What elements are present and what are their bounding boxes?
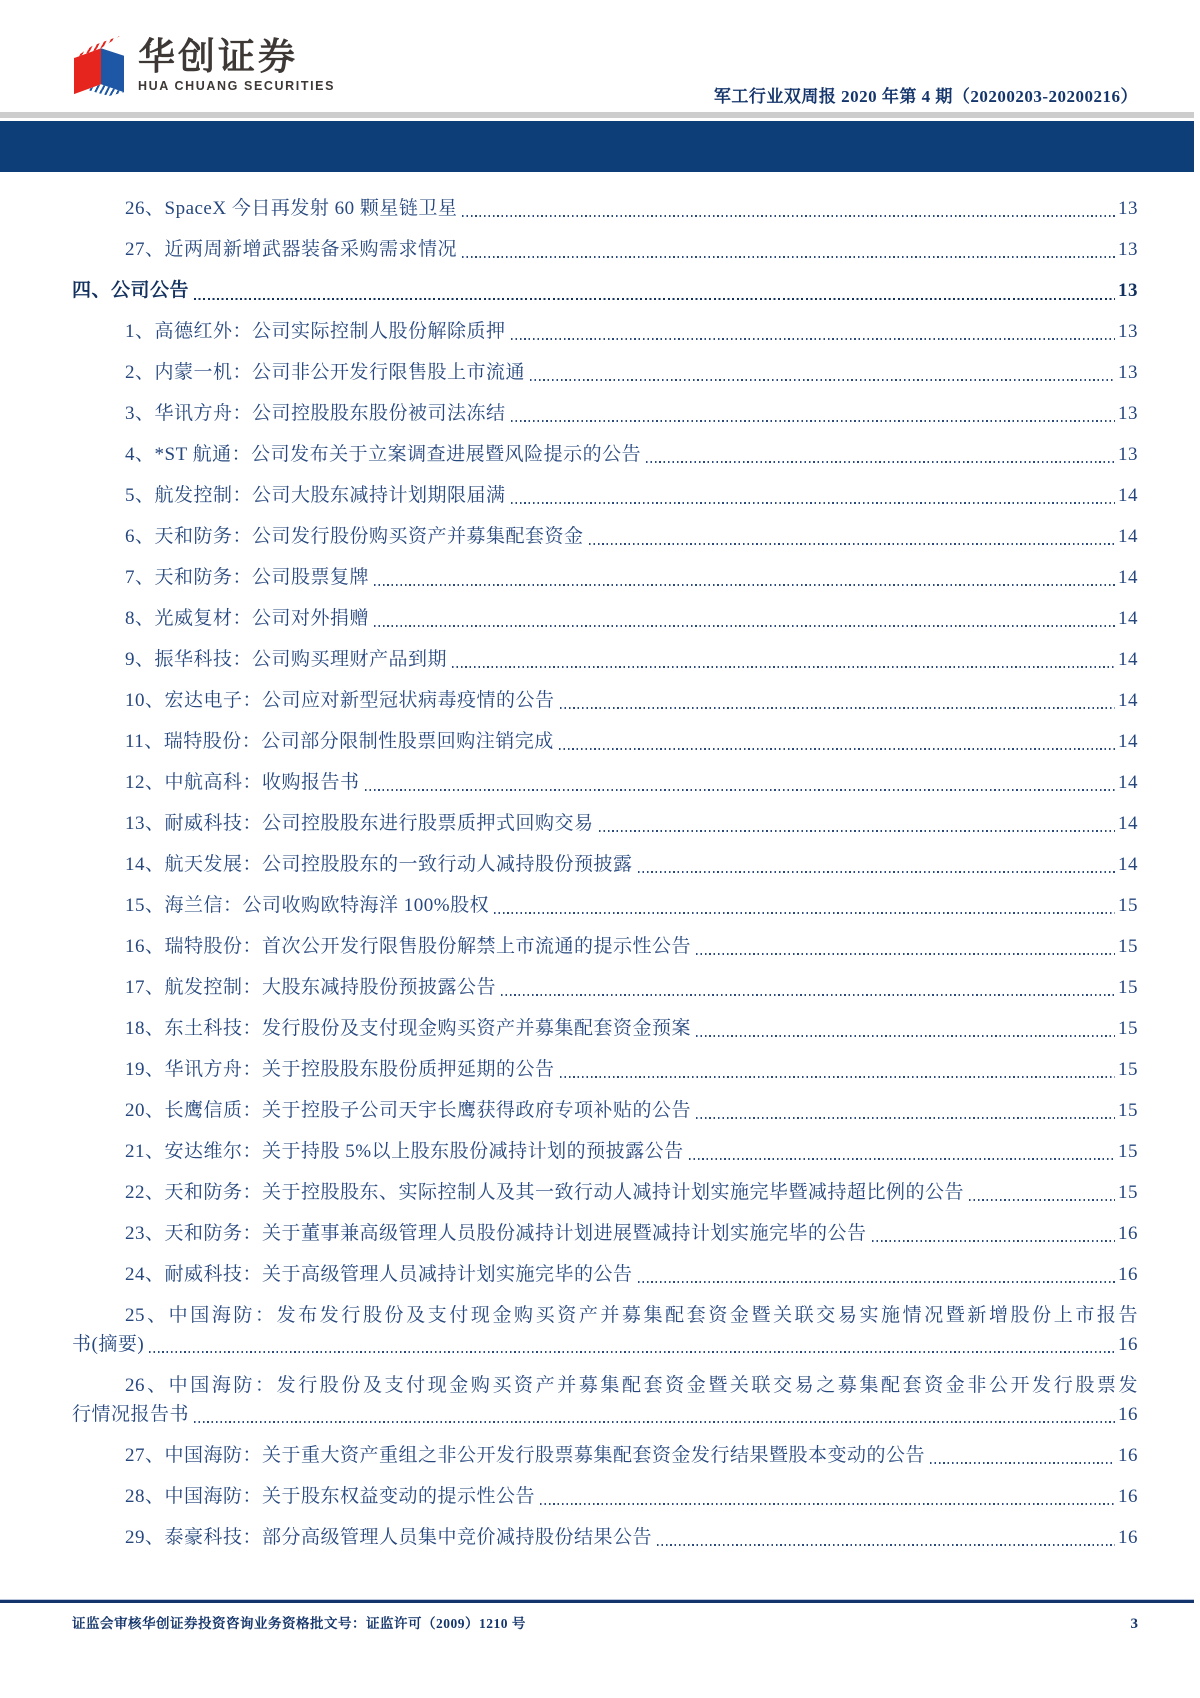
dot-leader bbox=[194, 298, 1115, 301]
toc-entry-line bbox=[72, 645, 1138, 674]
footer-license-text: 证监会审核华创证券投资咨询业务资格批文号：证监许可（2009）1210 号 bbox=[72, 1616, 526, 1631]
toc-page-number: 16 bbox=[1118, 1264, 1138, 1285]
toc-page-number: 14 bbox=[1118, 567, 1138, 588]
toc-page-number: 14 bbox=[1118, 649, 1138, 670]
toc-entry-line bbox=[72, 1219, 1138, 1248]
dot-leader bbox=[560, 707, 1115, 709]
toc-entry-text: 8、光威复材：公司对外捐赠 bbox=[125, 608, 370, 629]
toc-entry[interactable] bbox=[72, 563, 1138, 592]
footer-row bbox=[72, 1612, 1138, 1633]
toc-entry[interactable] bbox=[72, 604, 1138, 633]
toc-entry-text: 11、瑞特股份：公司部分限制性股票回购注销完成 bbox=[125, 731, 554, 752]
toc-entry[interactable] bbox=[72, 1096, 1138, 1125]
toc-entry[interactable] bbox=[72, 850, 1138, 879]
dot-leader bbox=[696, 953, 1115, 955]
dot-leader bbox=[149, 1351, 1115, 1353]
toc-entry-line bbox=[72, 235, 1138, 264]
dot-leader bbox=[599, 830, 1115, 832]
toc-entry-text: 行情况报告书 bbox=[72, 1404, 190, 1425]
toc-page-number: 16 bbox=[1118, 1404, 1138, 1425]
toc-entry-text: 17、航发控制：大股东减持股份预披露公告 bbox=[125, 977, 497, 998]
dot-leader bbox=[696, 1035, 1115, 1037]
toc-entry[interactable] bbox=[72, 1014, 1138, 1043]
toc-entry-text-line1: 25、中国海防：发布发行股份及支付现金购买资产并募集配套资金暨关联交易实施情况暨新增股份上市报告 bbox=[125, 1305, 1138, 1326]
toc-entry-text: 14、航天发展：公司控股股东的一致行动人减持股份预披露 bbox=[125, 854, 633, 875]
toc-entry-line bbox=[72, 194, 1138, 223]
toc-page-number: 14 bbox=[1118, 608, 1138, 629]
toc-entry-text: 28、中国海防：关于股东权益变动的提示性公告 bbox=[125, 1486, 536, 1507]
dot-leader bbox=[872, 1240, 1115, 1242]
dot-leader bbox=[494, 912, 1115, 914]
toc-entry[interactable] bbox=[72, 1260, 1138, 1289]
toc-entry[interactable] bbox=[72, 1482, 1138, 1511]
toc-page-number: 14 bbox=[1118, 731, 1138, 752]
toc-entry-text: 13、耐威科技：公司控股股东进行股票质押式回购交易 bbox=[125, 813, 594, 834]
toc-entry[interactable] bbox=[72, 973, 1138, 1002]
report-title: 军工行业双周报 2020 年第 4 期（20200203-20200216） bbox=[713, 87, 1138, 106]
brand-text bbox=[138, 37, 335, 93]
toc-entry-line bbox=[72, 563, 1138, 592]
toc-entry[interactable] bbox=[72, 399, 1138, 428]
toc-entry[interactable] bbox=[72, 358, 1138, 387]
brand-logo bbox=[74, 34, 335, 96]
toc-entry-line bbox=[72, 768, 1138, 797]
toc-page-number: 13 bbox=[1118, 444, 1138, 465]
toc-page-number: 15 bbox=[1118, 895, 1138, 916]
toc-entry-line bbox=[72, 1482, 1138, 1511]
toc-entry-text: 5、航发控制：公司大股东减持计划期限届满 bbox=[125, 485, 506, 506]
toc-page-number: 15 bbox=[1118, 977, 1138, 998]
page-number: 3 bbox=[1130, 1616, 1138, 1632]
toc-page-number: 16 bbox=[1118, 1527, 1138, 1548]
toc-entry-line bbox=[72, 440, 1138, 469]
toc-entry[interactable] bbox=[72, 522, 1138, 551]
dot-leader bbox=[452, 666, 1115, 668]
toc-entry[interactable] bbox=[72, 1137, 1138, 1166]
header-navy-band bbox=[0, 121, 1194, 172]
toc-entry[interactable] bbox=[72, 809, 1138, 838]
toc-entry-text: 22、天和防务：关于控股股东、实际控制人及其一致行动人减持计划实施完毕暨减持超比例的公告 bbox=[125, 1182, 965, 1203]
toc-page-number: 13 bbox=[1118, 321, 1138, 342]
toc-entry-text: 9、振华科技：公司购买理财产品到期 bbox=[125, 649, 448, 670]
toc-entry[interactable] bbox=[72, 1523, 1138, 1552]
dot-leader bbox=[374, 584, 1115, 586]
toc-page-number: 13 bbox=[1118, 198, 1138, 219]
toc-entry-line bbox=[72, 358, 1138, 387]
toc-entry[interactable] bbox=[72, 235, 1138, 264]
toc-entry[interactable] bbox=[72, 686, 1138, 715]
dot-leader bbox=[501, 994, 1115, 996]
toc-page-number: 14 bbox=[1118, 526, 1138, 547]
toc-entry-line bbox=[72, 1330, 1138, 1359]
dot-leader bbox=[365, 789, 1115, 791]
dot-leader bbox=[462, 215, 1115, 217]
toc-page-number: 13 bbox=[1118, 362, 1138, 383]
toc-entry-text: 3、华讯方舟：公司控股股东股份被司法冻结 bbox=[125, 403, 506, 424]
toc-entry[interactable] bbox=[72, 727, 1138, 756]
table-of-contents bbox=[72, 194, 1138, 1564]
toc-page-number: 14 bbox=[1118, 854, 1138, 875]
dot-leader bbox=[657, 1544, 1115, 1546]
toc-entry[interactable] bbox=[72, 317, 1138, 346]
dot-leader bbox=[589, 543, 1115, 545]
dot-leader bbox=[559, 748, 1115, 750]
toc-entry-line bbox=[72, 1137, 1138, 1166]
toc-entry[interactable] bbox=[72, 1219, 1138, 1248]
toc-entry[interactable] bbox=[72, 1301, 1138, 1359]
toc-entry-text-line1: 26、中国海防：发行股份及支付现金购买资产并募集配套资金暨关联交易之募集配套资金非公开发行股票发 bbox=[125, 1375, 1138, 1396]
toc-entry-text: 23、天和防务：关于董事兼高级管理人员股份减持计划进展暨减持计划实施完毕的公告 bbox=[125, 1223, 867, 1244]
toc-entry-line bbox=[72, 399, 1138, 428]
toc-entry-line bbox=[72, 481, 1138, 510]
toc-entry-line bbox=[72, 1178, 1138, 1207]
dot-leader bbox=[638, 871, 1115, 873]
toc-entry-line bbox=[72, 522, 1138, 551]
toc-entry-text: 26、SpaceX 今日再发射 60 颗星链卫星 bbox=[125, 198, 458, 219]
toc-entry-line bbox=[72, 727, 1138, 756]
toc-page-number: 14 bbox=[1118, 772, 1138, 793]
toc-entry-text: 19、华讯方舟：关于控股股东股份质押延期的公告 bbox=[125, 1059, 555, 1080]
dot-leader bbox=[511, 502, 1115, 504]
toc-page-number: 14 bbox=[1118, 813, 1138, 834]
toc-entry-text: 6、天和防务：公司发行股份购买资产并募集配套资金 bbox=[125, 526, 584, 547]
toc-entry[interactable] bbox=[72, 440, 1138, 469]
toc-entry-line bbox=[72, 686, 1138, 715]
footer-divider bbox=[0, 1599, 1194, 1603]
toc-page-number: 15 bbox=[1118, 1141, 1138, 1162]
toc-entry-text: 27、近两周新增武器装备采购需求情况 bbox=[125, 239, 458, 260]
toc-entry-line bbox=[72, 850, 1138, 879]
toc-page-number: 13 bbox=[1118, 403, 1138, 424]
toc-entry-line bbox=[72, 932, 1138, 961]
toc-entry-text: 12、中航高科：收购报告书 bbox=[125, 772, 360, 793]
toc-entry[interactable] bbox=[72, 768, 1138, 797]
dot-leader bbox=[511, 338, 1115, 340]
header-gray-divider bbox=[0, 112, 1194, 118]
toc-entry-text: 29、泰豪科技：部分高级管理人员集中竞价减持股份结果公告 bbox=[125, 1527, 653, 1548]
dot-leader bbox=[646, 461, 1115, 463]
toc-entry-line bbox=[72, 1260, 1138, 1289]
toc-entry[interactable] bbox=[72, 932, 1138, 961]
dot-leader bbox=[969, 1199, 1115, 1201]
brand-name-cn: 华创证券 bbox=[138, 36, 298, 77]
toc-entry-text: 21、安达维尔：关于持股 5%以上股东股份减持计划的预披露公告 bbox=[125, 1141, 684, 1162]
toc-page-number: 15 bbox=[1118, 1100, 1138, 1121]
dot-leader bbox=[689, 1158, 1115, 1160]
toc-entry-text: 书(摘要) bbox=[72, 1334, 145, 1355]
toc-entry[interactable] bbox=[72, 276, 1138, 305]
toc-entry[interactable] bbox=[72, 891, 1138, 920]
toc-entry-line bbox=[72, 891, 1138, 920]
toc-entry-text: 四、公司公告 bbox=[72, 280, 190, 301]
toc-entry-text: 18、东土科技：发行股份及支付现金购买资产并募集配套资金预案 bbox=[125, 1018, 692, 1039]
toc-entry[interactable] bbox=[72, 1371, 1138, 1429]
toc-page-number: 13 bbox=[1118, 280, 1138, 301]
toc-entry-text: 10、宏达电子：公司应对新型冠状病毒疫情的公告 bbox=[125, 690, 555, 711]
toc-entry-line bbox=[72, 809, 1138, 838]
dot-leader bbox=[560, 1076, 1115, 1078]
dot-leader bbox=[540, 1503, 1115, 1505]
toc-entry-text: 2、内蒙一机：公司非公开发行限售股上市流通 bbox=[125, 362, 526, 383]
toc-entry[interactable] bbox=[72, 1441, 1138, 1470]
toc-entry-line bbox=[72, 973, 1138, 1002]
dot-leader bbox=[696, 1117, 1115, 1119]
toc-entry[interactable] bbox=[72, 1178, 1138, 1207]
toc-entry-line bbox=[72, 604, 1138, 633]
toc-entry-line bbox=[72, 1096, 1138, 1125]
toc-entry[interactable] bbox=[72, 481, 1138, 510]
toc-page-number: 16 bbox=[1118, 1486, 1138, 1507]
huachuang-cube-icon bbox=[74, 34, 124, 96]
toc-entry-line bbox=[72, 1014, 1138, 1043]
dot-leader bbox=[374, 625, 1115, 627]
toc-entry-text: 15、海兰信：公司收购欧特海洋 100%股权 bbox=[125, 895, 490, 916]
dot-leader bbox=[194, 1421, 1115, 1423]
toc-entry[interactable] bbox=[72, 645, 1138, 674]
toc-page-number: 14 bbox=[1118, 485, 1138, 506]
toc-entry-line bbox=[72, 1055, 1138, 1084]
toc-page-number: 16 bbox=[1118, 1334, 1138, 1355]
toc-entry-text: 1、高德红外：公司实际控制人股份解除质押 bbox=[125, 321, 506, 342]
toc-entry-line bbox=[72, 1400, 1138, 1429]
toc-entry[interactable] bbox=[72, 194, 1138, 223]
toc-entry-text: 27、中国海防：关于重大资产重组之非公开发行股票募集配套资金发行结果暨股本变动的公告 bbox=[125, 1445, 926, 1466]
toc-entry-text: 24、耐威科技：关于高级管理人员减持计划实施完毕的公告 bbox=[125, 1264, 633, 1285]
toc-entry-line bbox=[72, 1441, 1138, 1470]
toc-entry-text: 4、*ST 航通：公司发布关于立案调查进展暨风险提示的公告 bbox=[125, 444, 642, 465]
toc-entry-text: 16、瑞特股份：首次公开发行限售股份解禁上市流通的提示性公告 bbox=[125, 936, 692, 957]
toc-page-number: 13 bbox=[1118, 239, 1138, 260]
toc-page-number: 16 bbox=[1118, 1223, 1138, 1244]
toc-page-number: 15 bbox=[1118, 1182, 1138, 1203]
toc-entry-line bbox=[72, 1523, 1138, 1552]
brand-name-en: HUA CHUANG SECURITIES bbox=[138, 79, 336, 93]
dot-leader bbox=[511, 420, 1115, 422]
toc-entry-text: 20、长鹰信质：关于控股子公司天宇长鹰获得政府专项补贴的公告 bbox=[125, 1100, 692, 1121]
toc-entry[interactable] bbox=[72, 1055, 1138, 1084]
toc-page-number: 15 bbox=[1118, 1059, 1138, 1080]
toc-entry-line bbox=[72, 317, 1138, 346]
dot-leader bbox=[638, 1281, 1115, 1283]
toc-page-number: 15 bbox=[1118, 1018, 1138, 1039]
dot-leader bbox=[530, 379, 1115, 381]
dot-leader bbox=[930, 1462, 1115, 1464]
toc-page-number: 16 bbox=[1118, 1445, 1138, 1466]
toc-entry-line bbox=[72, 276, 1138, 305]
toc-entry-text: 7、天和防务：公司股票复牌 bbox=[125, 567, 370, 588]
dot-leader bbox=[462, 256, 1115, 258]
toc-page-number: 15 bbox=[1118, 936, 1138, 957]
toc-page-number: 14 bbox=[1118, 690, 1138, 711]
